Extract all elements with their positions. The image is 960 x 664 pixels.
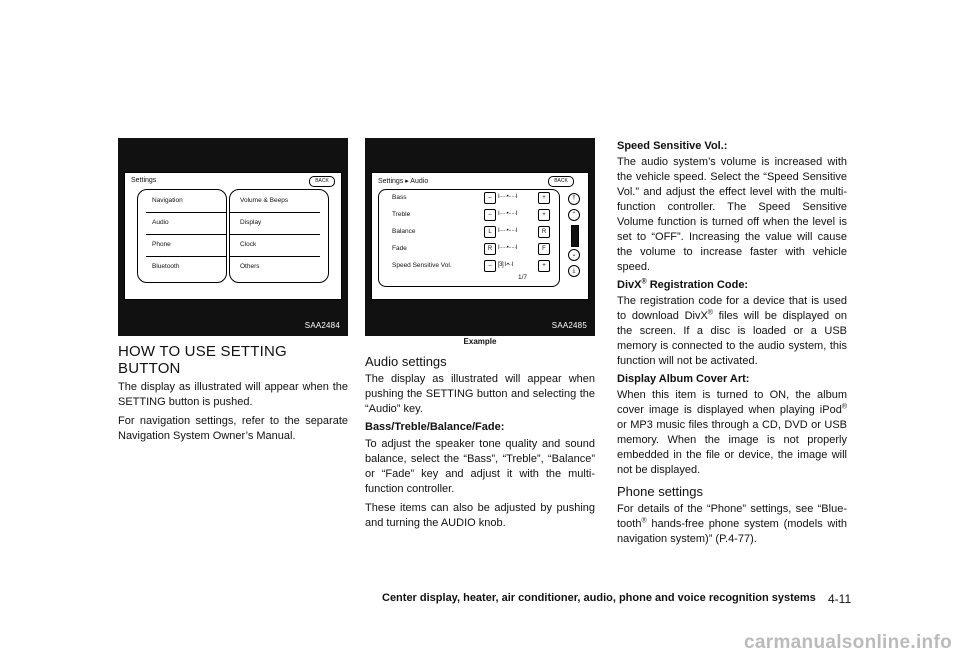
fade-scale: I·····•·····I [498, 245, 517, 251]
middle-column [365, 138, 595, 531]
paragraph: To adjust the speaker tone quality and sound balance, select the “Bass”, “Treble”, “Balance” or “Fade” key and adjust it with the multi-function controller. [365, 438, 595, 495]
bass-plus-button: + [538, 192, 550, 204]
menu-item-volume-beeps: Volume & Beeps [240, 197, 289, 204]
page-number: 4-11 [828, 592, 852, 606]
settings-figure [118, 138, 348, 336]
menu-item-others: Others [240, 263, 260, 270]
row-label-speed-sensitive-vol: Speed Sensitive Vol. [392, 262, 452, 269]
row-label-fade: Fade [392, 245, 407, 252]
row-label-balance: Balance [392, 228, 416, 235]
figure-caption: Example [463, 337, 497, 346]
paragraph: These items can also be adjusted by pushing and turning the AUDIO knob. [365, 502, 595, 529]
menu-item-audio: Audio [152, 219, 169, 226]
scroll-top-icon: ⤒ [568, 193, 580, 205]
bass-minus-button: – [484, 192, 496, 204]
balance-right-button: R [538, 226, 550, 238]
paragraph: When this item is turned to ON, the album cover image is displayed when playing iPod® or MP3 music files through a CD, DVD or USB memory. When the image is not properly embedded in the file or device, the image will not be displayed. [617, 389, 847, 476]
paragraph: For navigation settings, refer to the separate Navigation System Owner’s Manual. [118, 415, 348, 442]
section-heading: HOW TO USE SETTING BUTTON [118, 343, 287, 377]
scroll-bottom-icon: ⤓ [568, 265, 580, 277]
subheading: Bass/Treble/Balance/Fade: [365, 421, 505, 433]
menu-item-bluetooth: Bluetooth [152, 263, 180, 270]
subheading: DivX® Registration Code: [617, 278, 749, 291]
paragraph: The display as illustrated will appear when the SETTING button is pushed. [118, 381, 348, 408]
speed-vol-scale: [3] I·•··I [498, 262, 513, 268]
fade-rear-button: R [484, 243, 496, 255]
subheading: Display Album Cover Art: [617, 373, 750, 385]
speed-vol-minus-button: – [484, 260, 496, 272]
right-menu-panel [229, 189, 329, 283]
scrollbar-icon [571, 225, 579, 247]
menu-item-phone: Phone [152, 241, 171, 248]
section-heading: Phone settings [617, 484, 704, 499]
paragraph: The display as illustrated will appear when pushing the SETTING button and selecting the “Audio” key. [365, 373, 595, 415]
row-label-treble: Treble [392, 211, 411, 218]
row-label-bass: Bass [392, 194, 407, 201]
treble-minus-button: – [484, 209, 496, 221]
page-indicator: 1/7 [518, 274, 528, 281]
audio-screen [371, 172, 589, 300]
fade-front-button: F [538, 243, 550, 255]
scroll-up-icon: ⌃ [568, 209, 580, 221]
screen-title: Settings [131, 177, 157, 184]
screen-title: Settings ▸ Audio [378, 178, 429, 185]
subheading: Speed Sensitive Vol.: [617, 140, 728, 152]
treble-scale: I·····•·····I [498, 211, 517, 217]
footer-title: Center display, heater, air conditioner, audio, phone and voice recognition systems [382, 592, 816, 604]
speed-vol-plus-button: + [538, 260, 550, 272]
left-menu-panel [137, 189, 227, 283]
watermark: carmanualsonline.info [744, 632, 952, 653]
audio-panel [378, 189, 560, 287]
balance-left-button: L [484, 226, 496, 238]
right-column [617, 140, 847, 547]
paragraph: The audio system’s volume is increased with the vehicle speed. Select the “Speed Sensitive Vol.” and adjust the effect level with the multi-function controller. The Speed Sensitive Volume function is turned off when the level is set to “OFF”. Increasing the value will cause the volume to increase faster with vehicle speed. [617, 156, 847, 273]
figure-code: SAA2484 [304, 321, 340, 330]
menu-item-navigation: Navigation [152, 197, 183, 204]
settings-screen [124, 172, 342, 300]
paragraph: For details of the “Phone” settings, see “Blue-tooth® hands-free phone system (models with navigation system)” (P.4-77). [617, 503, 847, 545]
menu-item-clock: Clock [240, 241, 257, 248]
figure-code: SAA2485 [551, 321, 587, 330]
balance-scale: I·····•·····I [498, 228, 517, 234]
left-column [118, 138, 348, 444]
back-button: BACK [548, 176, 574, 187]
treble-plus-button: + [538, 209, 550, 221]
section-heading: Audio settings [365, 354, 447, 369]
bass-scale: I·····•·····I [498, 194, 517, 200]
paragraph: The registration code for a device that is used to download DivX® files will be displayed on the screen. If a disc is loaded or a USB memory is connected to the audio system, this function will not be activated. [617, 295, 847, 367]
scroll-down-icon: ⌄ [568, 249, 580, 261]
audio-settings-figure [365, 138, 595, 336]
back-button: BACK [309, 176, 335, 187]
menu-item-display: Display [240, 219, 262, 226]
